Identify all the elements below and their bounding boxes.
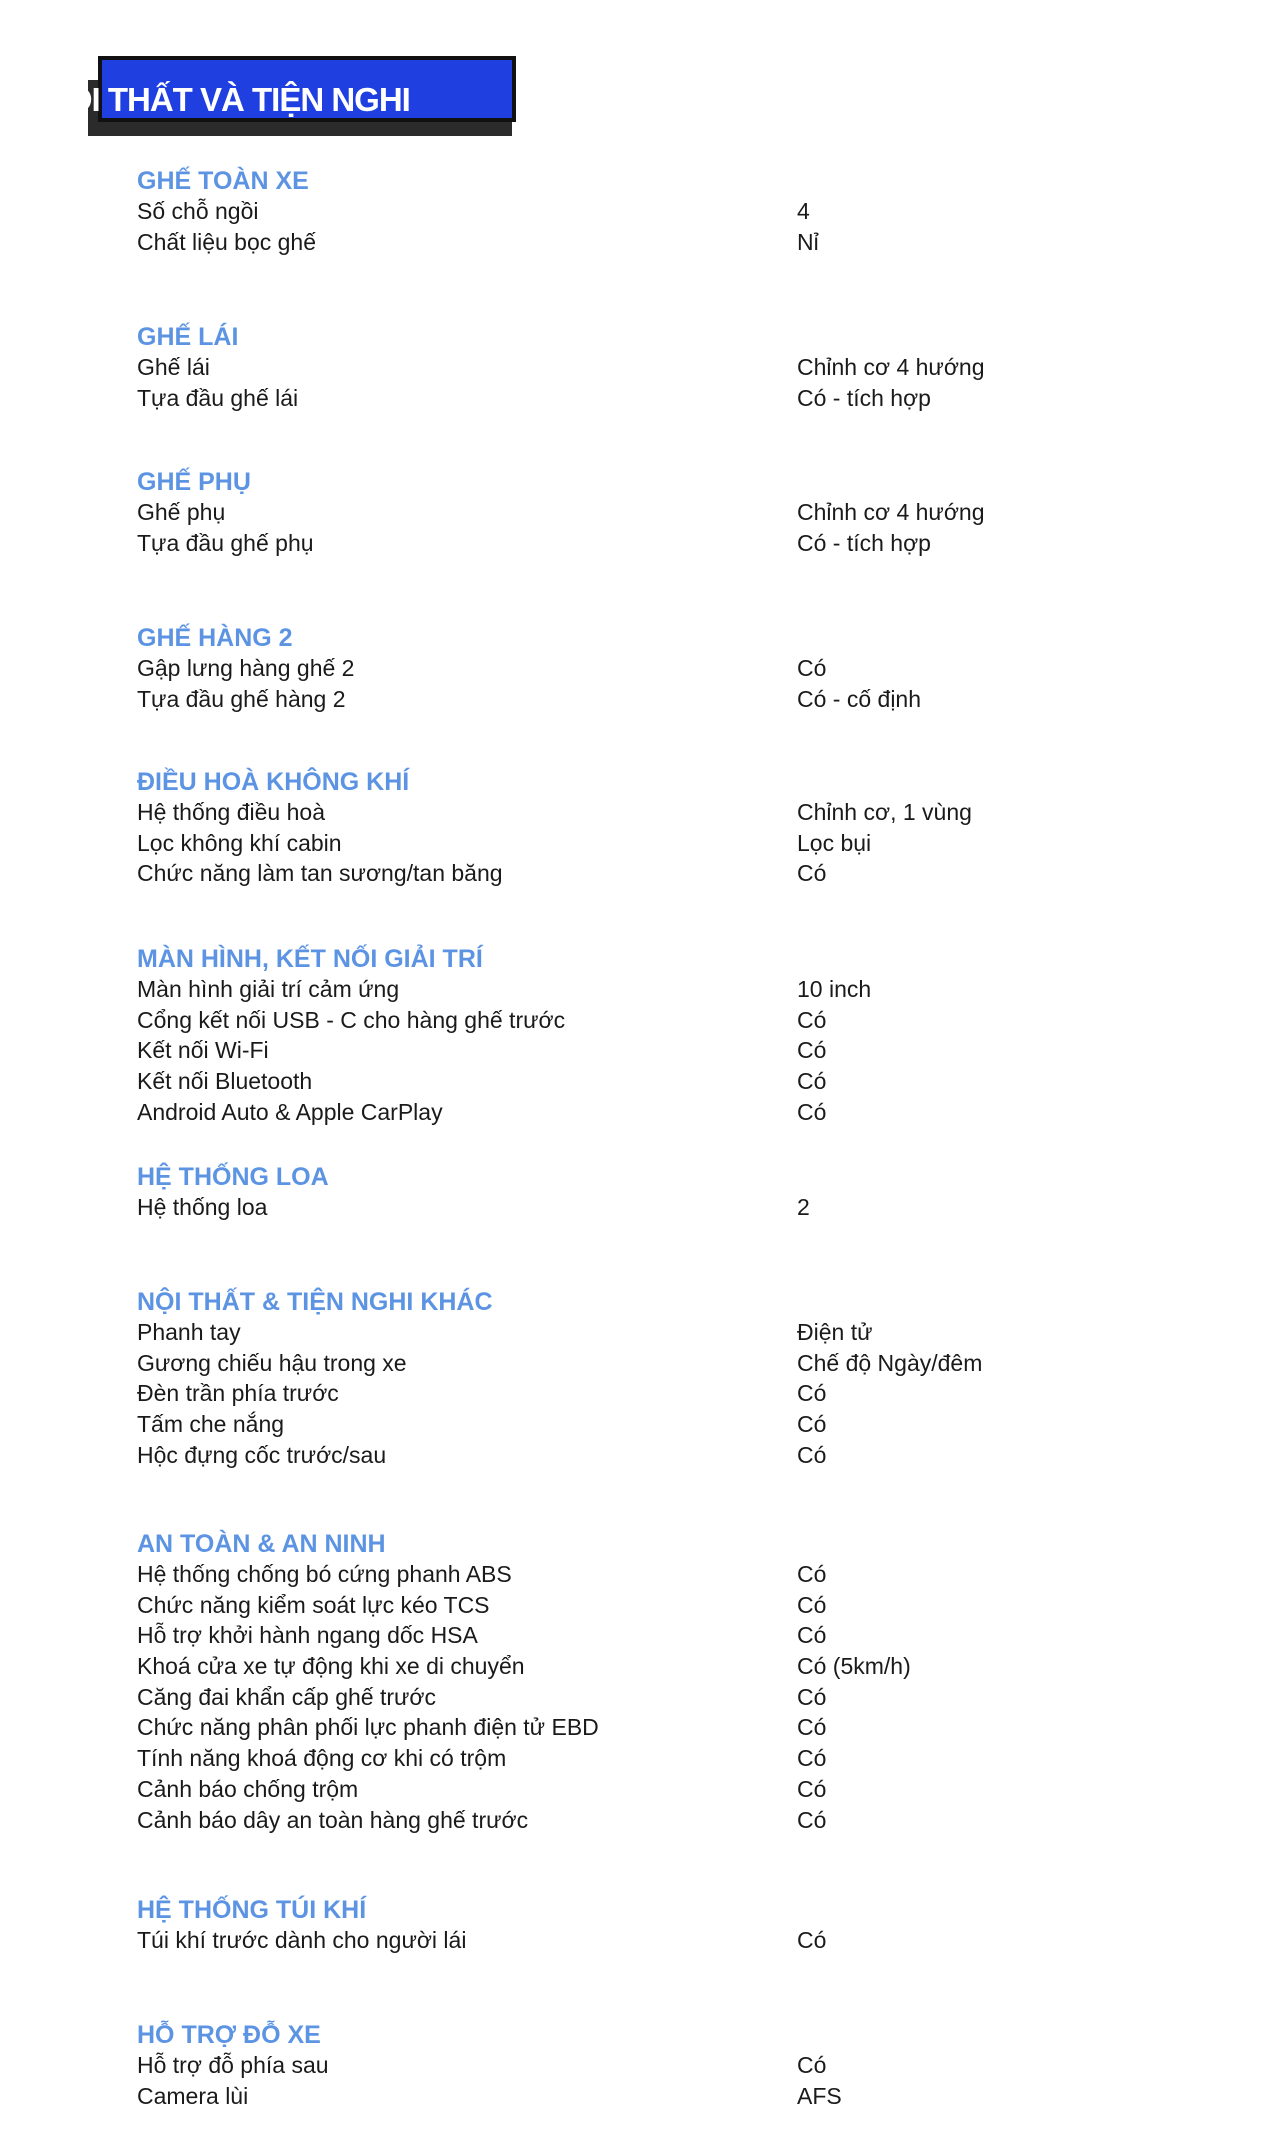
spec-value: Nỉ bbox=[797, 228, 819, 255]
spec-label: Ghế lái bbox=[137, 354, 210, 380]
spec-row bbox=[137, 1743, 1137, 1774]
spec-label: Khoá cửa xe tự động khi xe di chuyển bbox=[137, 1653, 525, 1680]
spec-value: Có bbox=[797, 1622, 827, 1649]
spec-label: Chất liệu bọc ghế bbox=[137, 228, 317, 255]
spec-value: Có bbox=[797, 1775, 827, 1802]
section-ghe-hang-2 bbox=[137, 623, 1137, 714]
spec-label: Hệ thống loa bbox=[137, 1194, 268, 1220]
spec-row bbox=[137, 1317, 1137, 1348]
spec-label: Android Auto & Apple CarPlay bbox=[137, 1098, 443, 1125]
spec-value: Có bbox=[797, 1561, 827, 1587]
spec-value: Có bbox=[797, 1683, 827, 1710]
section-title: GHẾ TOÀN XE bbox=[137, 167, 309, 195]
section-title: HỖ TRỢ ĐỖ XE bbox=[137, 2021, 321, 2049]
spec-row bbox=[137, 1409, 1137, 1440]
spec-value: Lọc bụi bbox=[797, 829, 872, 856]
spec-value: Có bbox=[797, 860, 827, 887]
section-noi-that-khac bbox=[137, 1287, 1137, 1470]
section-title: GHẾ LÁI bbox=[137, 323, 239, 351]
spec-label: Hệ thống điều hoà bbox=[137, 799, 325, 825]
spec-value: Chỉnh cơ 4 hướng bbox=[797, 499, 985, 525]
spec-label: Tựa đầu ghế phụ bbox=[137, 529, 314, 556]
spec-row bbox=[137, 797, 1137, 828]
section-an-toan bbox=[137, 1529, 1137, 1835]
spec-label: Kết nối Bluetooth bbox=[137, 1068, 313, 1095]
spec-row bbox=[137, 2050, 1137, 2081]
spec-value: Có bbox=[797, 1806, 827, 1833]
spec-value: Có (5km/h) bbox=[797, 1653, 911, 1680]
section-ghe-lai bbox=[137, 322, 1137, 413]
spec-value: Có bbox=[797, 2052, 827, 2078]
spec-row bbox=[137, 1066, 1137, 1097]
section-title: NỘI THẤT & TIỆN NGHI KHÁC bbox=[137, 1288, 493, 1316]
spec-value: Chế độ Ngày/đêm bbox=[797, 1349, 983, 1376]
spec-value: Chỉnh cơ 4 hướng bbox=[797, 354, 985, 380]
spec-row bbox=[137, 1774, 1137, 1805]
spec-value: Có bbox=[797, 1068, 827, 1095]
spec-row bbox=[137, 858, 1137, 889]
section-ghe-phu bbox=[137, 467, 1137, 558]
spec-label: Chức năng kiểm soát lực kéo TCS bbox=[137, 1591, 490, 1618]
spec-row bbox=[137, 1925, 1137, 1956]
spec-label: Hộc đựng cốc trước/sau bbox=[137, 1441, 387, 1468]
spec-value: Có - tích hợp bbox=[797, 384, 931, 411]
spec-row bbox=[137, 528, 1137, 559]
spec-row bbox=[137, 227, 1137, 258]
spec-row bbox=[137, 1651, 1137, 1682]
spec-value: Điện tử bbox=[797, 1319, 873, 1345]
spec-label: Tựa đầu ghế lái bbox=[137, 384, 299, 411]
spec-label: Lọc không khí cabin bbox=[137, 829, 342, 856]
section-dieu-hoa bbox=[137, 767, 1137, 889]
spec-value: Có bbox=[797, 1098, 827, 1125]
spec-value: Có bbox=[797, 1591, 827, 1618]
spec-label: Phanh tay bbox=[137, 1319, 241, 1345]
spec-label: Tấm che nắng bbox=[137, 1411, 285, 1438]
spec-value: 2 bbox=[797, 1194, 810, 1220]
spec-label: Hệ thống chống bó cứng phanh ABS bbox=[137, 1561, 512, 1587]
spec-label: Tính năng khoá động cơ khi có trộm bbox=[137, 1745, 507, 1772]
spec-label: Số chỗ ngồi bbox=[137, 198, 259, 224]
spec-row bbox=[137, 1590, 1137, 1621]
spec-value: Có bbox=[797, 1380, 827, 1407]
section-title: MÀN HÌNH, KẾT NỐI GIẢI TRÍ bbox=[137, 945, 483, 973]
page-title: NỘI THẤT VÀ TIỆN NGHI bbox=[44, 81, 410, 118]
spec-value: Có - cố định bbox=[797, 685, 922, 712]
spec-label: Cảnh báo dây an toàn hàng ghế trước bbox=[137, 1806, 529, 1833]
spec-label: Cảnh báo chống trộm bbox=[137, 1775, 359, 1802]
spec-label: Kết nối Wi-Fi bbox=[137, 1037, 269, 1064]
section-ghe-toan-xe bbox=[137, 166, 1137, 257]
spec-label: Ghế phụ bbox=[137, 499, 226, 525]
spec-label: Tựa đầu ghế hàng 2 bbox=[137, 685, 346, 712]
spec-value: AFS bbox=[797, 2082, 842, 2109]
spec-value: Có bbox=[797, 1441, 827, 1468]
spec-row bbox=[137, 1620, 1137, 1651]
spec-label: Hỗ trợ đỗ phía sau bbox=[137, 2052, 329, 2078]
spec-label: Căng đai khẩn cấp ghế trước bbox=[137, 1683, 436, 1710]
section-title: HỆ THỐNG TÚI KHÍ bbox=[137, 1896, 367, 1924]
spec-row bbox=[137, 1559, 1137, 1590]
spec-label: Gập lưng hàng ghế 2 bbox=[137, 655, 355, 681]
spec-label: Gương chiếu hậu trong xe bbox=[137, 1349, 407, 1376]
section-title: HỆ THỐNG LOA bbox=[137, 1163, 329, 1191]
section-title: AN TOÀN & AN NINH bbox=[137, 1530, 386, 1558]
spec-row bbox=[137, 1805, 1137, 1836]
section-man-hinh bbox=[137, 944, 1137, 1127]
spec-value: Có bbox=[797, 655, 827, 681]
section-ho-tro-do-xe bbox=[137, 2020, 1137, 2111]
spec-row bbox=[137, 1682, 1137, 1713]
spec-label: Cổng kết nối USB - C cho hàng ghế trước bbox=[137, 1006, 566, 1033]
spec-row bbox=[137, 497, 1137, 528]
spec-label: Màn hình giải trí cảm ứng bbox=[137, 976, 400, 1002]
spec-label: Camera lùi bbox=[137, 2082, 249, 2109]
spec-label: Hỗ trợ khởi hành ngang dốc HSA bbox=[137, 1622, 478, 1649]
spec-row bbox=[137, 2081, 1137, 2112]
spec-row bbox=[137, 1035, 1137, 1066]
spec-value: Có bbox=[797, 1745, 827, 1772]
section-title: GHẾ PHỤ bbox=[137, 468, 251, 496]
spec-value: Có bbox=[797, 1411, 827, 1438]
section-title: GHẾ HÀNG 2 bbox=[137, 624, 293, 652]
section-tui-khi bbox=[137, 1895, 1137, 1956]
spec-row bbox=[137, 653, 1137, 684]
spec-row bbox=[137, 974, 1137, 1005]
spec-row bbox=[137, 828, 1137, 859]
spec-row bbox=[137, 1192, 1137, 1223]
spec-label: Đèn trần phía trước bbox=[137, 1380, 339, 1407]
spec-value: 4 bbox=[797, 198, 810, 224]
spec-row bbox=[137, 1097, 1137, 1128]
spec-value: Có bbox=[797, 1006, 827, 1033]
spec-label: Chức năng phân phối lực phanh điện tử EBD bbox=[137, 1714, 599, 1741]
spec-row bbox=[137, 383, 1137, 414]
spec-value: Chỉnh cơ, 1 vùng bbox=[797, 799, 972, 825]
spec-row bbox=[137, 1378, 1137, 1409]
spec-label: Chức năng làm tan sương/tan băng bbox=[137, 860, 503, 887]
spec-label: Túi khí trước dành cho người lái bbox=[137, 1927, 467, 1953]
spec-row bbox=[137, 1712, 1137, 1743]
spec-value: 10 inch bbox=[797, 976, 872, 1002]
spec-row bbox=[137, 196, 1137, 227]
spec-row bbox=[137, 352, 1137, 383]
spec-value: Có bbox=[797, 1037, 827, 1064]
spec-row bbox=[137, 1348, 1137, 1379]
section-he-thong-loa bbox=[137, 1162, 1137, 1223]
spec-value: Có bbox=[797, 1927, 827, 1953]
spec-row bbox=[137, 1440, 1137, 1471]
spec-value: Có bbox=[797, 1714, 827, 1741]
spec-value: Có - tích hợp bbox=[797, 529, 931, 556]
spec-row bbox=[137, 1005, 1137, 1036]
spec-row bbox=[137, 684, 1137, 715]
section-title: ĐIỀU HOÀ KHÔNG KHÍ bbox=[137, 768, 410, 796]
